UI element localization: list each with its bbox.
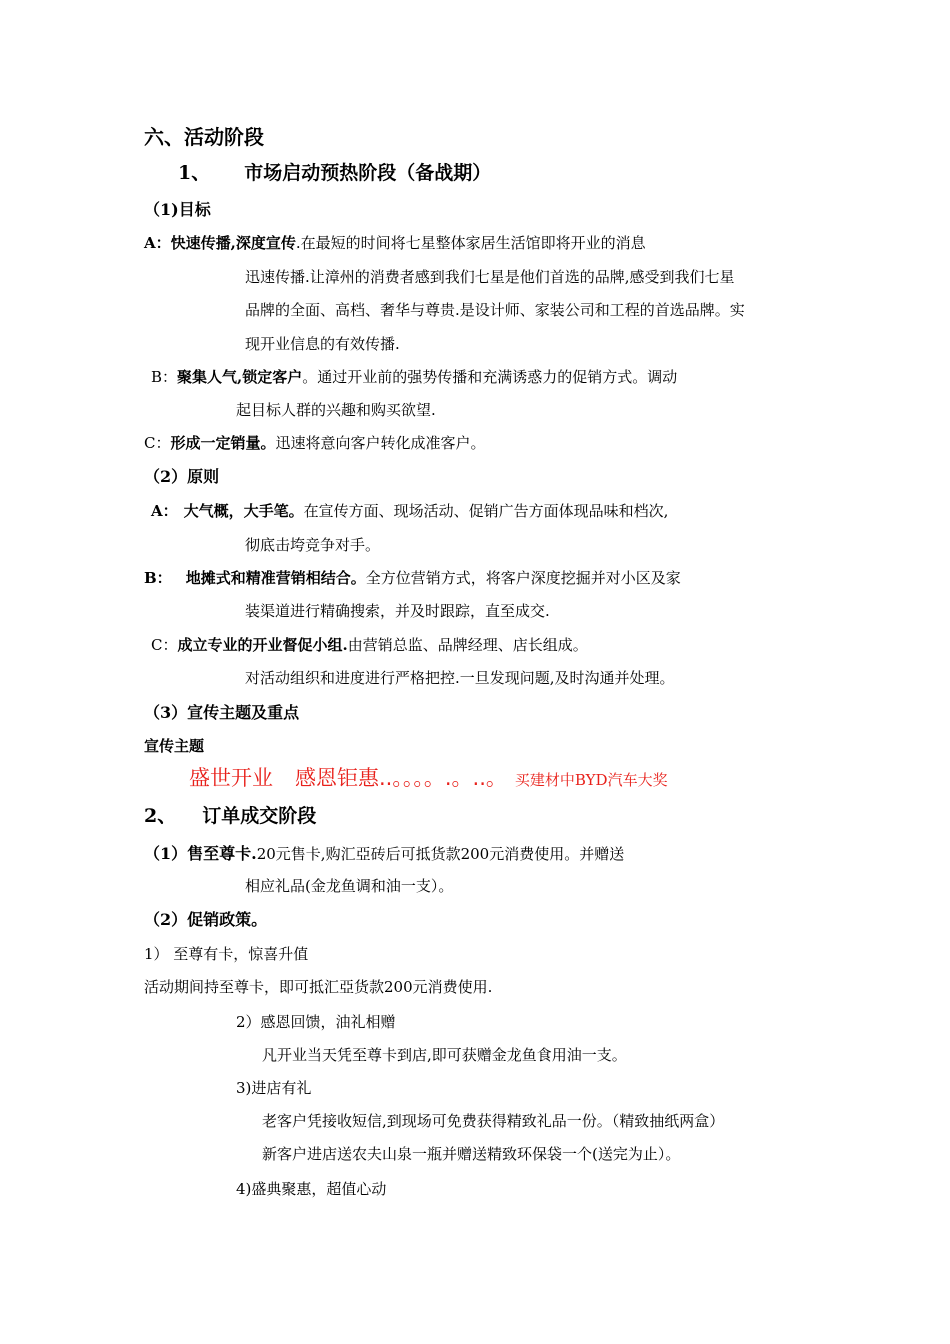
stage2-heading bbox=[144, 805, 316, 828]
principle-b-text: 全方位营销方式，将客户深度挖掘并对小区及家 bbox=[365, 569, 681, 587]
goal-c-prefix: C： bbox=[144, 434, 171, 452]
principle-b-cont1: 装渠道进行精确搜索，并及时跟踪，直至成交. bbox=[245, 602, 550, 620]
card-line bbox=[144, 844, 624, 863]
card-heading: （1）售至尊卡. bbox=[144, 844, 257, 863]
theme-label: 宣传主题 bbox=[144, 737, 205, 755]
principle-a-text: 在宣传方面、现场活动、促销广告方面体现品味和档次, bbox=[303, 502, 669, 520]
principle-a-bold: 大气概，大手笔。 bbox=[183, 502, 304, 520]
goal-a-prefix: A： bbox=[144, 234, 171, 252]
slogan-opening: 盛世开业 bbox=[189, 766, 273, 790]
goal-a-cont2: 品牌的全面、高档、奢华与尊贵.是设计师、家装公司和工程的首选品牌。实 bbox=[245, 301, 745, 319]
policy-4-title: 4)盛典聚惠，超值心动 bbox=[236, 1180, 387, 1198]
goal-b-cont1: 起目标人群的兴趣和购买欲望. bbox=[236, 401, 436, 419]
goal-a-line bbox=[144, 234, 646, 252]
goal-heading: （1)目标 bbox=[144, 200, 211, 219]
principle-c-bold: 成立专业的开业督促小组. bbox=[177, 636, 348, 654]
principle-c-prefix: C： bbox=[151, 636, 178, 654]
principle-c-cont1: 对活动组织和进度进行严格把控.一旦发现问题,及时沟通并处理。 bbox=[245, 669, 675, 687]
theme-heading: （3）宣传主题及重点 bbox=[144, 703, 300, 722]
policy-3-text1: 老客户凭接收短信,到现场可免费获得精致礼品一份。（精致抽纸两盒） bbox=[262, 1112, 725, 1130]
goal-c-line bbox=[144, 434, 486, 452]
principle-heading: （2）原则 bbox=[144, 467, 220, 486]
goal-a-text: .在最短的时间将七星整体家居生活馆即将开业的消息 bbox=[295, 234, 646, 252]
card-text: 20元售卡,购汇亞砖后可抵货款200元消费使用。并赠送 bbox=[256, 845, 625, 863]
goal-b-text: 。通过开业前的强势传播和充满诱惑力的促销方式。调动 bbox=[302, 368, 678, 386]
goal-b-line bbox=[151, 368, 677, 386]
slogan-prize: 买建材中BYD汽车大奖 bbox=[514, 771, 668, 789]
goal-b-prefix: B： bbox=[151, 368, 178, 386]
policy-1-title: 1） 至尊有卡，惊喜升值 bbox=[144, 945, 309, 963]
principle-c-text: 由营销总监、品牌经理、店长组成。 bbox=[347, 636, 588, 654]
policy-1-text: 活动期间持至尊卡，即可抵汇亞货款200元消费使用. bbox=[144, 978, 493, 996]
section-title: 六、活动阶段 bbox=[144, 125, 264, 149]
slogan-thanks: 感恩钜惠..。。。。.。..。 bbox=[295, 766, 507, 790]
policy-heading: （2）促销政策。 bbox=[144, 910, 268, 929]
stage2-title: 订单成交阶段 bbox=[202, 805, 317, 827]
principle-c-line bbox=[151, 636, 588, 654]
stage2-number: 2、 bbox=[144, 805, 177, 827]
policy-3-text2: 新客户进店送农夫山泉一瓶并赠送精致环保袋一个(送完为止）。 bbox=[262, 1145, 681, 1163]
policy-3-title: 3)进店有礼 bbox=[236, 1079, 312, 1097]
stage1-heading bbox=[178, 162, 491, 185]
principle-a-cont1: 彻底击垮竞争对手。 bbox=[245, 536, 381, 554]
goal-b-bold: 聚集人气,锁定客户 bbox=[177, 368, 303, 386]
goal-c-bold: 形成一定销量。 bbox=[170, 434, 276, 452]
goal-c-text: 迅速将意向客户转化成准客户。 bbox=[275, 434, 486, 452]
goal-a-bold: 快速传播,深度宣传 bbox=[170, 234, 296, 252]
policy-2-text: 凡开业当天凭至尊卡到店,即可获赠金龙鱼食用油一支。 bbox=[262, 1046, 627, 1064]
stage1-number: 1、 bbox=[178, 162, 211, 184]
theme-slogan bbox=[189, 766, 668, 791]
goal-a-cont3: 现开业信息的有效传播. bbox=[245, 335, 400, 353]
principle-a-prefix: A： bbox=[151, 502, 178, 520]
policy-2-title: 2）感恩回馈，油礼相赠 bbox=[236, 1013, 396, 1031]
principle-b-line bbox=[144, 569, 681, 587]
principle-a-line bbox=[151, 502, 668, 520]
principle-b-bold: 地摊式和精准营销相结合。 bbox=[185, 569, 366, 587]
card-cont: 相应礼品(金龙鱼调和油一支）。 bbox=[245, 877, 454, 895]
goal-a-cont1: 迅速传播.让漳州的消费者感到我们七星是他们首选的品牌,感受到我们七星 bbox=[245, 268, 735, 286]
principle-b-prefix: B： bbox=[144, 569, 172, 587]
stage1-title: 市场启动预热阶段（备战期） bbox=[244, 162, 492, 184]
